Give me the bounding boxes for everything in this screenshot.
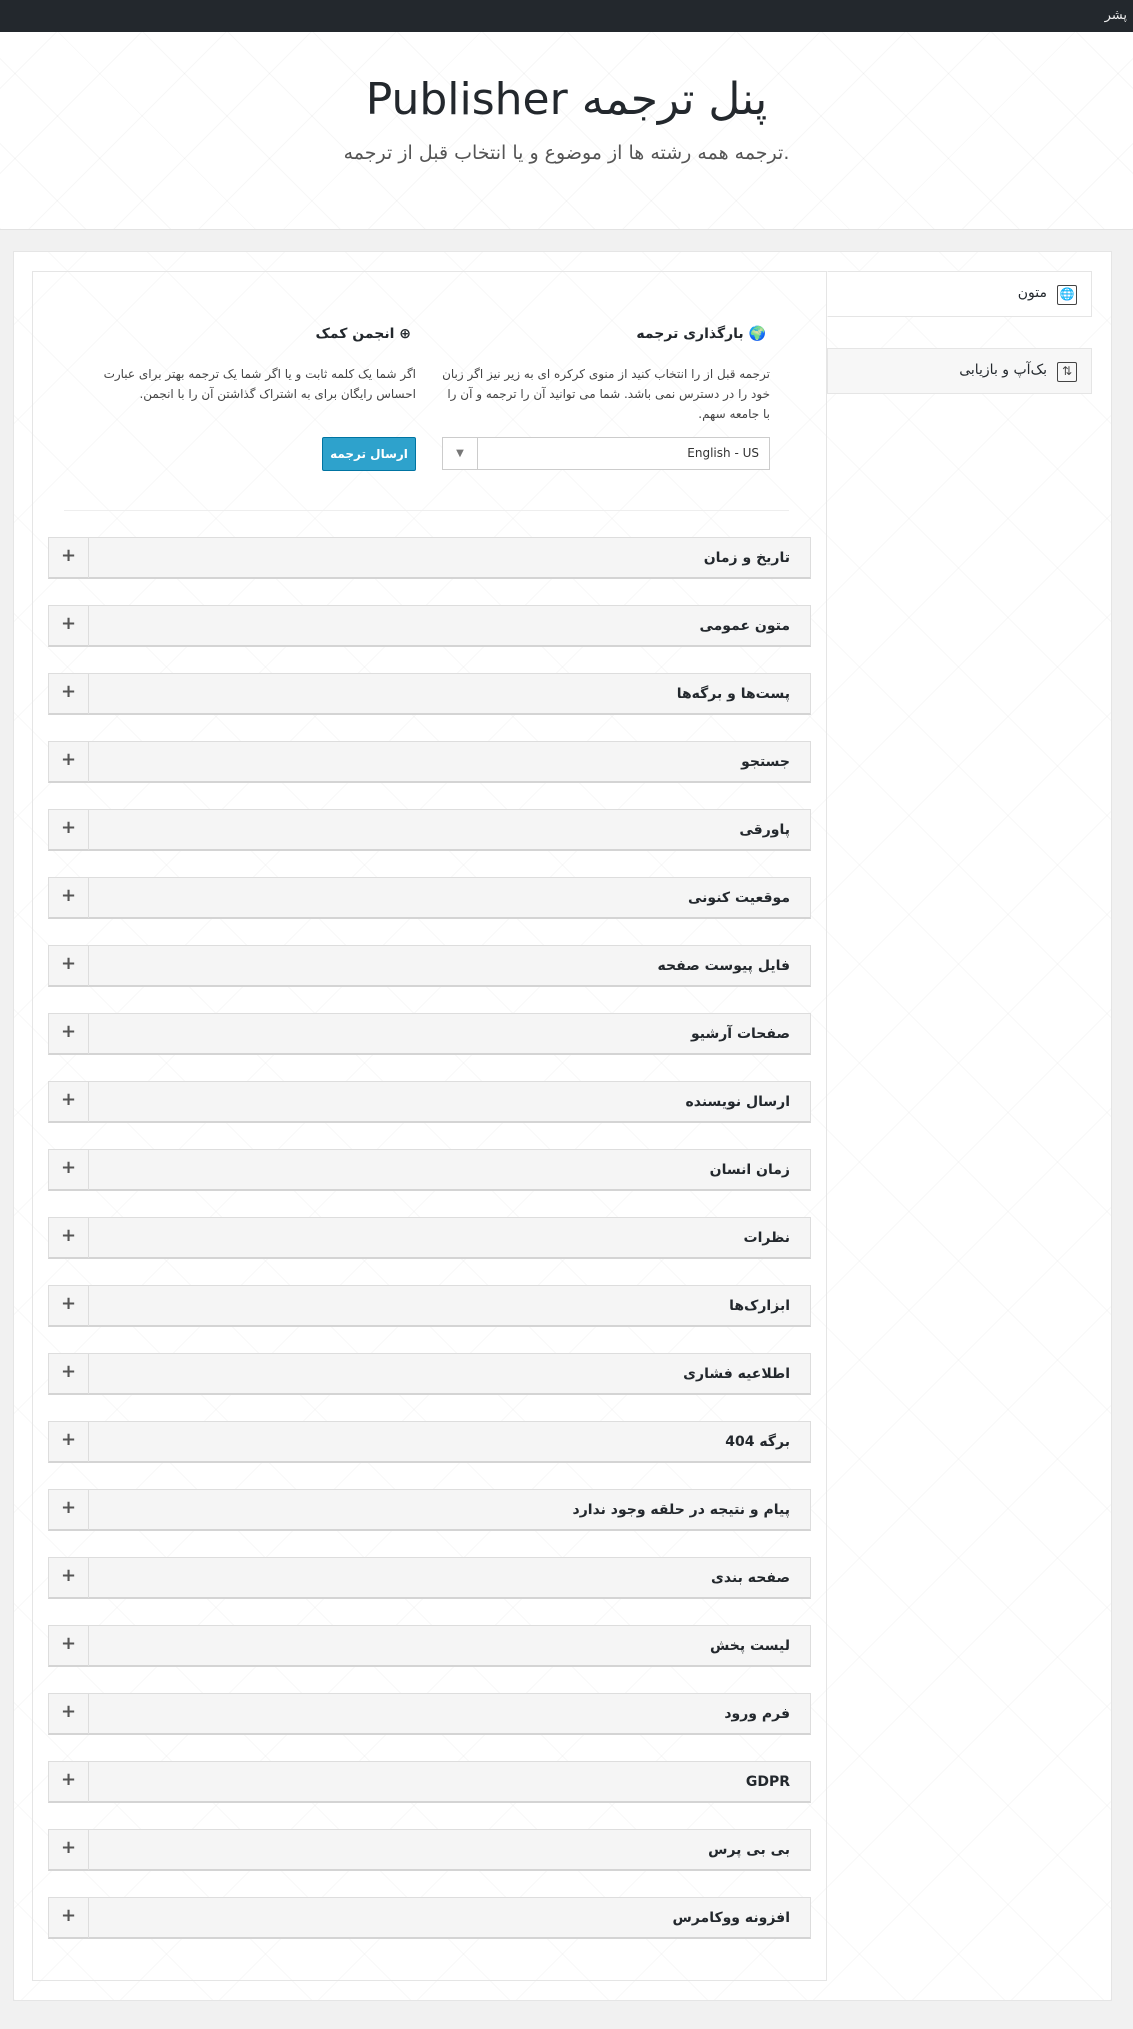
plus-icon[interactable]: +	[49, 1626, 89, 1666]
plus-icon[interactable]: +	[49, 1762, 89, 1802]
section-woocommerce[interactable]	[48, 1897, 811, 1939]
section-login-form[interactable]	[48, 1693, 811, 1735]
section-label: متون عمومی	[699, 618, 790, 634]
section-label: پیام و نتیجه در حلقه وجود ندارد	[572, 1502, 790, 1518]
plus-icon[interactable]: +	[49, 1218, 89, 1258]
plus-icon[interactable]: +	[49, 878, 89, 918]
section-playlist[interactable]	[48, 1625, 811, 1667]
send-translation-button[interactable]: ارسال ترجمه	[322, 437, 416, 471]
help-community-title: ⊕ انجمن کمک	[315, 326, 411, 342]
plus-icon[interactable]: +	[49, 538, 89, 578]
section-label: صفحه بندی	[711, 1570, 790, 1586]
globe-icon: 🌐	[1057, 285, 1077, 305]
section-label: لیست پخش	[709, 1638, 790, 1654]
section-no-results[interactable]	[48, 1489, 811, 1531]
plus-icon[interactable]: +	[49, 1898, 89, 1938]
tab-texts[interactable]	[827, 271, 1092, 317]
plus-icon[interactable]: +	[49, 1082, 89, 1122]
section-label: پست‌ها و برگه‌ها	[676, 686, 790, 702]
section-404-page[interactable]	[48, 1421, 811, 1463]
load-translation-title: 🌍 بارگذاری ترجمه	[636, 326, 766, 342]
admin-bar-item[interactable]: پشر	[1104, 8, 1127, 23]
section-label: ابزارک‌ها	[729, 1298, 790, 1314]
tab-label: بک‌آپ و بازیابی	[959, 362, 1047, 378]
section-posts-pages[interactable]	[48, 673, 811, 715]
lifebuoy-icon: ⊕	[394, 326, 411, 342]
section-label: اطلاعیه فشاری	[683, 1366, 790, 1382]
section-label: فرم ورود	[724, 1706, 790, 1722]
section-label: برگه 404	[725, 1434, 790, 1450]
tab-backup-restore[interactable]	[827, 348, 1092, 394]
plus-icon[interactable]: +	[49, 1422, 89, 1462]
plus-icon[interactable]: +	[49, 1694, 89, 1734]
section-label: بی بی پرس	[708, 1842, 790, 1858]
load-translation-text: ترجمه قبل از را انتخاب کنید از منوی کرکره ای به زیر نیز اگر زبان خود را در دسترس نمی باشد. شما می توانید آن را ترجمه و آن را با جامعه سهم.	[442, 367, 770, 421]
language-select[interactable]	[442, 437, 770, 470]
section-label: زمان انسان	[709, 1162, 790, 1178]
divider	[64, 510, 789, 511]
plus-icon[interactable]: +	[49, 674, 89, 714]
section-label: جستجو	[741, 754, 790, 770]
tab-label: متون	[1017, 285, 1047, 301]
section-breadcrumb[interactable]	[48, 877, 811, 919]
page-title: Publisher پنل ترجمه	[365, 74, 768, 125]
plus-icon[interactable]: +	[49, 1490, 89, 1530]
language-select-value: English - US	[687, 446, 759, 460]
globe-icon: 🌍	[743, 326, 766, 342]
plus-icon[interactable]: +	[49, 946, 89, 986]
help-community-text: اگر شما یک کلمه ثابت و یا اگر شما یک ترجمه بهتر برای عبارت احساس رایگان برای به اشتراک گذاشتن آن را با انجمن.	[103, 367, 416, 401]
section-widgets[interactable]	[48, 1285, 811, 1327]
section-search[interactable]	[48, 741, 811, 783]
section-label: موقعیت کنونی	[688, 890, 790, 906]
page-header	[0, 32, 1133, 230]
plus-icon[interactable]: +	[49, 810, 89, 850]
section-label: صفحات آرشیو	[690, 1026, 790, 1042]
admin-bar	[0, 0, 1133, 32]
section-author-post[interactable]	[48, 1081, 811, 1123]
section-label: نظرات	[743, 1230, 790, 1246]
section-attachment-page[interactable]	[48, 945, 811, 987]
plus-icon[interactable]: +	[49, 1150, 89, 1190]
plus-icon[interactable]: +	[49, 1354, 89, 1394]
plus-icon[interactable]: +	[49, 1014, 89, 1054]
section-push-notification[interactable]	[48, 1353, 811, 1395]
section-bbpress[interactable]	[48, 1829, 811, 1871]
section-label: پاورقی	[739, 822, 790, 838]
chevron-down-icon: ▼	[443, 438, 478, 469]
section-label: ارسال نویسنده	[685, 1094, 790, 1110]
plus-icon[interactable]: +	[49, 1558, 89, 1598]
plus-icon[interactable]: +	[49, 606, 89, 646]
section-archive-pages[interactable]	[48, 1013, 811, 1055]
section-date-time[interactable]	[48, 537, 811, 579]
plus-icon[interactable]: +	[49, 1830, 89, 1870]
plus-icon[interactable]: +	[49, 1286, 89, 1326]
section-label: GDPR	[745, 1774, 790, 1790]
section-label: تاریخ و زمان	[703, 550, 790, 566]
section-gdpr[interactable]	[48, 1761, 811, 1803]
section-label: فایل پیوست صفحه	[657, 958, 790, 974]
section-comments[interactable]	[48, 1217, 811, 1259]
section-pagination[interactable]	[48, 1557, 811, 1599]
page-subtitle: ترجمه همه رشته ها از موضوع و یا انتخاب قبل از ترجمه.	[343, 142, 790, 164]
section-label: افزونه ووکامرس	[672, 1910, 790, 1926]
section-footer[interactable]	[48, 809, 811, 851]
plus-icon[interactable]: +	[49, 742, 89, 782]
section-human-time[interactable]	[48, 1149, 811, 1191]
backup-icon: ⇅	[1057, 362, 1077, 382]
section-general-texts[interactable]	[48, 605, 811, 647]
